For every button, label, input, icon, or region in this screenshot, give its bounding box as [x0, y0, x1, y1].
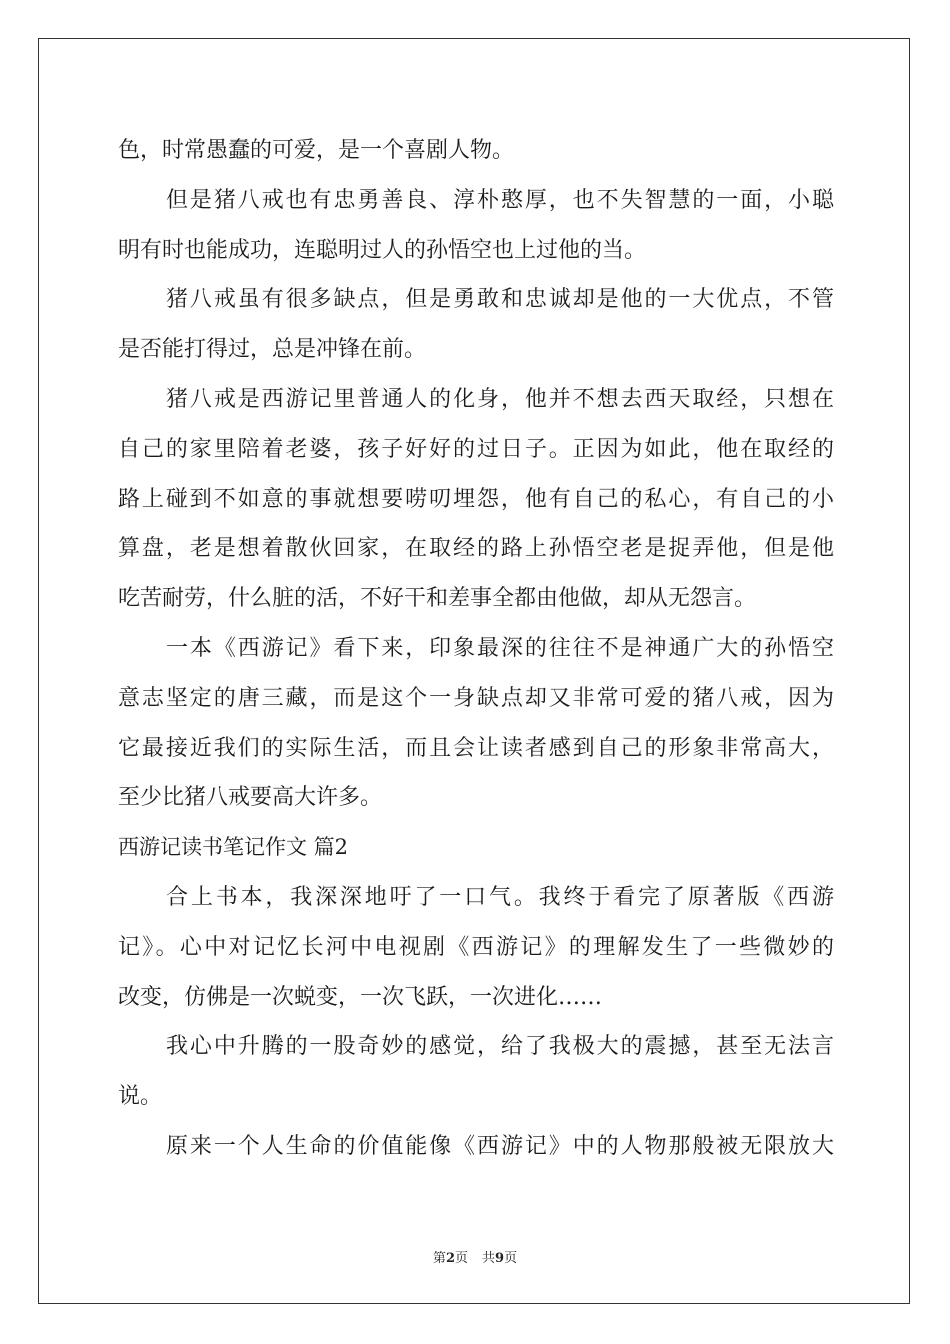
- text-line: 吃苦耐劳，什么脏的活，不好干和差事全都由他做，却从无怨言。: [118, 586, 757, 612]
- section-heading: 西游记读书笔记作文 篇2: [118, 835, 349, 860]
- footer-total-prefix: 共: [482, 1251, 496, 1266]
- text-line: 记》。心中对记忆长河中电视剧《西游记》的理解发生了一些微妙的: [118, 934, 834, 960]
- text-line: 算盘，老是想着散伙回家，在取经的路上孙悟空老是捉弄他，但是他: [118, 536, 834, 562]
- text-line: 它最接近我们的实际生活，而且会让读者感到自己的形象非常高大，: [118, 735, 834, 761]
- footer-prefix: 第: [432, 1251, 446, 1266]
- text-line: 色，时常愚蠢的可爱，是一个喜剧人物。: [118, 138, 515, 163]
- text-line: 原来一个人生命的价值能像《西游记》中的人物那般被无限放大: [166, 1133, 834, 1159]
- footer-total-suffix: 页: [504, 1251, 518, 1266]
- text-line: 猪八戒虽有很多缺点，但是勇敢和忠诚却是他的一大优点，不管: [166, 287, 834, 313]
- text-line: 说。: [118, 1084, 163, 1110]
- text-line: 明有时也能成功，连聪明过人的孙悟空也上过他的当。: [118, 237, 647, 263]
- footer-page-suffix: 页: [454, 1251, 468, 1266]
- total-pages: 9: [495, 1251, 505, 1266]
- text-line: 我心中升腾的一股奇妙的感觉，给了我极大的震撼，甚至无法言: [166, 1034, 834, 1060]
- document-body: [118, 126, 834, 1172]
- text-line: 自己的家里陪着老婆，孩子好好的过日子。正因为如此，他在取经的: [118, 436, 834, 462]
- text-line: 猪八戒是西游记里普通人的化身，他并不想去西天取经，只想在: [166, 386, 834, 412]
- text-line: 意志坚定的唐三藏，而是这个一身缺点却又非常可爱的猪八戒，因为: [118, 685, 834, 711]
- text-line: 改变，仿佛是一次蜕变，一次飞跃，一次进化……: [118, 984, 603, 1010]
- text-line: 但是猪八戒也有忠勇善良、淳朴憨厚，也不失智慧的一面，小聪: [166, 187, 834, 213]
- text-line: 一本《西游记》看下来，印象最深的往往不是神通广大的孙悟空: [166, 635, 834, 661]
- text-line: 至少比猪八戒要高大许多。: [118, 785, 383, 811]
- text-line: 合上书本，我深深地吁了一口气。我终于看完了原著版《西游: [166, 884, 834, 910]
- page-footer: [0, 1247, 950, 1266]
- text-line: 路上碰到不如意的事就想要唠叨埋怨，他有自己的私心，有自己的小: [118, 486, 834, 512]
- text-line: 是否能打得过，总是冲锋在前。: [118, 337, 427, 363]
- page-number: 2: [445, 1251, 455, 1266]
